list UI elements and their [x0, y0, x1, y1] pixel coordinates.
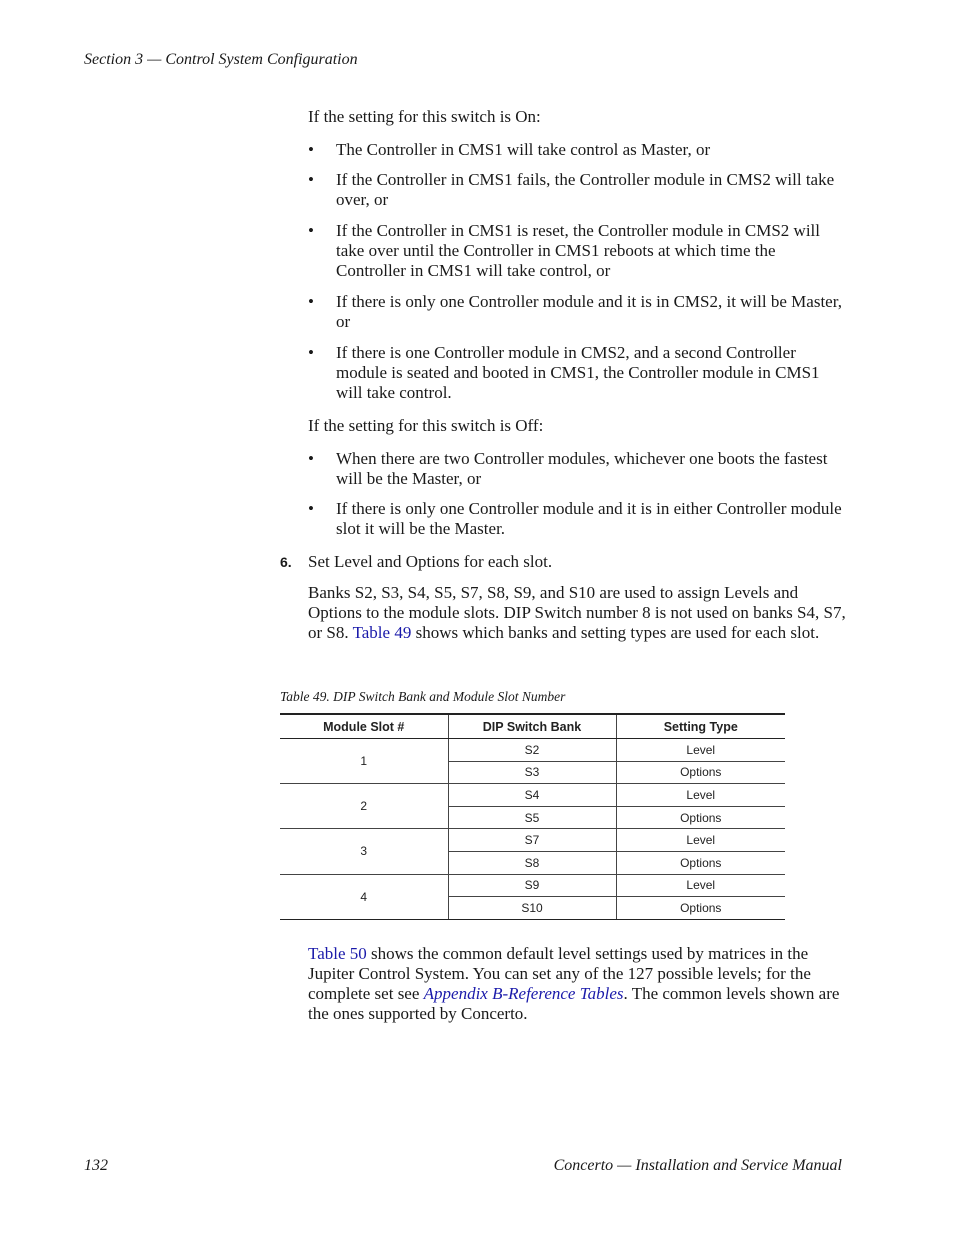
bullet-text: If there is one Controller module in CMS2, and a second Controller module is seated and booted in CMS1, the Controller module in CMS1 will take control. — [336, 343, 820, 402]
table-49-link[interactable]: Table 49 — [352, 623, 412, 642]
bank-cell: S10 — [448, 897, 616, 920]
setting-type-cell: Level — [616, 739, 785, 762]
closing-text-1: shows the common default level settings used by matrices in the Jupiter Control System. You can set any of the 127 possible levels; for the complete set see — [308, 944, 811, 1003]
module-slot-cell: 4 — [280, 874, 448, 919]
bullet-marker: • — [308, 343, 314, 362]
table-row — [280, 784, 785, 807]
module-slot-cell: 2 — [280, 784, 448, 829]
table-row — [280, 874, 785, 897]
column-header: Module Slot # — [280, 714, 448, 739]
banks-text-after: shows which banks and setting types are used for each slot. — [411, 623, 820, 642]
bullet-marker: • — [308, 221, 314, 240]
bank-cell: S4 — [448, 784, 616, 807]
table-caption: Table 49. DIP Switch Bank and Module Slot Number — [280, 689, 566, 704]
bank-cell: S2 — [448, 739, 616, 762]
setting-type-cell: Options — [616, 761, 785, 784]
page-number: 132 — [84, 1157, 108, 1174]
bank-cell: S8 — [448, 851, 616, 874]
bullet-text: If the Controller in CMS1 is reset, the Controller module in CMS2 will take over until the Controller in CMS1 reboots at which time the Controller in CMS1 will take control, or — [336, 221, 820, 280]
on-intro: If the setting for this switch is On: — [308, 107, 541, 126]
manual-title: Concerto — Installation and Service Manual — [553, 1157, 842, 1174]
bank-cell: S3 — [448, 761, 616, 784]
bank-cell: S9 — [448, 874, 616, 897]
table-50-link[interactable]: Table 50 — [308, 944, 367, 963]
bullet-text: If there is only one Controller module and it is in CMS2, it will be Master, or — [336, 292, 842, 331]
bullet-marker: • — [308, 499, 314, 518]
bullet-text: The Controller in CMS1 will take control as Master, or — [336, 140, 711, 159]
bullet-text: When there are two Controller modules, whichever one boots the fastest will be the Master, or — [336, 449, 828, 488]
setting-type-cell: Options — [616, 806, 785, 829]
bullet-marker: • — [308, 140, 314, 159]
column-header: DIP Switch Bank — [448, 714, 616, 739]
table-row — [280, 739, 785, 762]
bullet-marker: • — [308, 170, 314, 189]
closing-paragraph — [308, 944, 848, 1024]
dip-switch-table — [280, 713, 785, 920]
module-slot-cell: 1 — [280, 739, 448, 784]
table-row — [280, 829, 785, 852]
banks-text-before: Banks S2, S3, S4, S5, S7, S8, S9, and S10 are used to assign Levels and Options to the module slots. DIP Switch number 8 is not used on banks S4, S7, or S8. — [308, 583, 846, 642]
step-number: 6. — [280, 554, 292, 570]
setting-type-cell: Options — [616, 851, 785, 874]
setting-type-cell: Options — [616, 897, 785, 920]
appendix-b-link[interactable]: Appendix B-Reference Tables — [423, 984, 624, 1003]
bank-cell: S5 — [448, 806, 616, 829]
table-header-row — [280, 714, 785, 739]
bullet-text: If there is only one Controller module and it is in either Controller module slot it will be the Master. — [336, 499, 842, 538]
setting-type-cell: Level — [616, 874, 785, 897]
bullet-marker: • — [308, 292, 314, 311]
setting-type-cell: Level — [616, 829, 785, 852]
column-header: Setting Type — [616, 714, 785, 739]
setting-type-cell: Level — [616, 784, 785, 807]
module-slot-cell: 3 — [280, 829, 448, 874]
closing-text-2: . The common levels shown are the ones supported by Concerto. — [308, 984, 840, 1023]
off-intro: If the setting for this switch is Off: — [308, 416, 544, 435]
running-header: Section 3 — Control System Configuration — [84, 51, 358, 68]
banks-paragraph — [308, 583, 848, 643]
step-text: Set Level and Options for each slot. — [308, 552, 553, 571]
bullet-marker: • — [308, 449, 314, 468]
bank-cell: S7 — [448, 829, 616, 852]
bullet-text: If the Controller in CMS1 fails, the Controller module in CMS2 will take over, or — [336, 170, 835, 209]
